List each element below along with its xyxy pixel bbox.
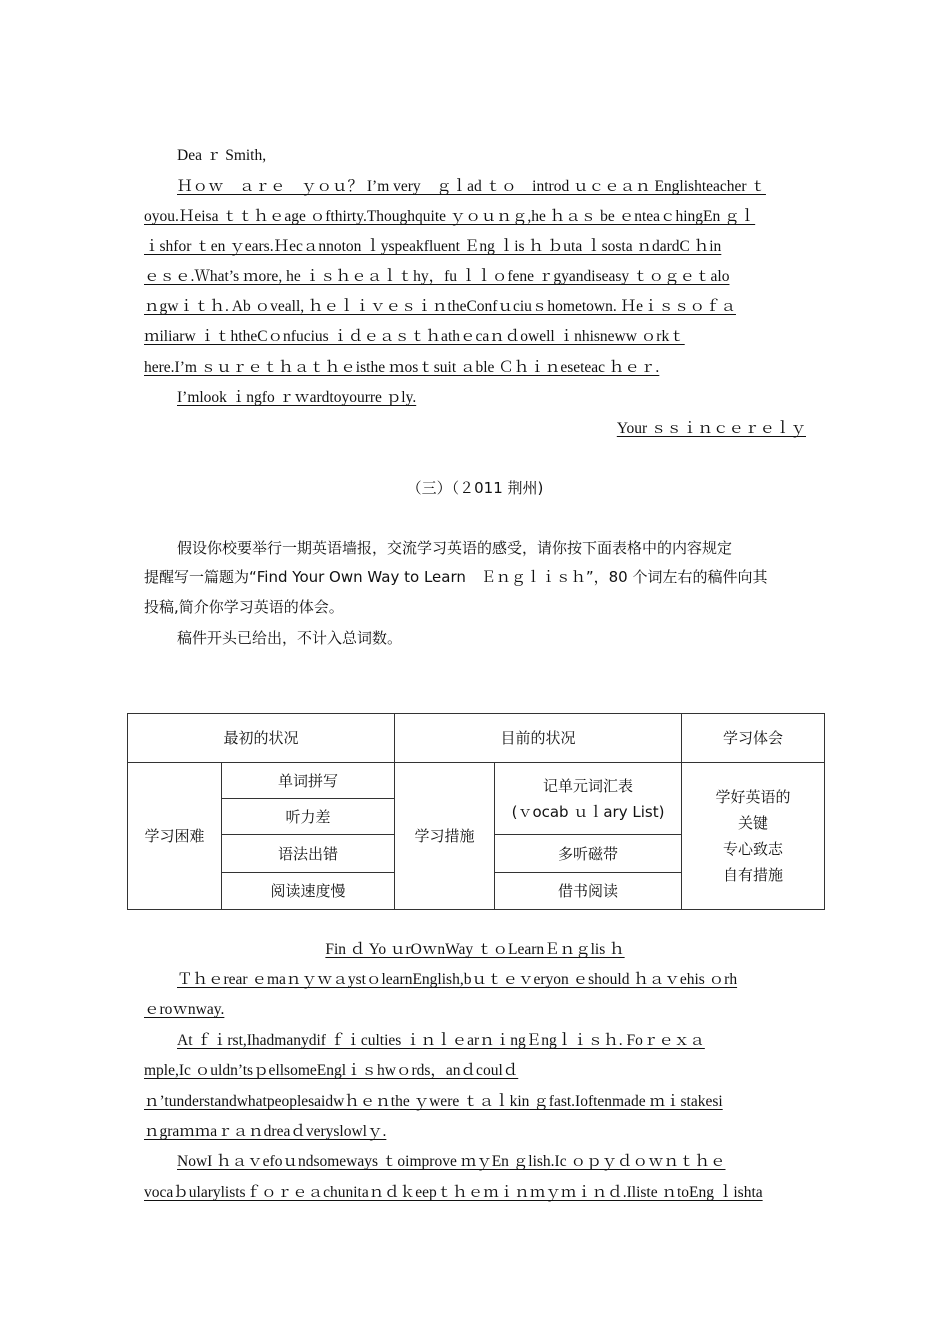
essay-line: ｅroｗnway. bbox=[144, 1001, 225, 1018]
prompt-line: 提醒写一篇题为“Find Your Own Way to Learn Ｅｎｇｌｉｓｈ”，80 个词左右的稿件向其 bbox=[144, 568, 768, 586]
difficulty-item: 单词拼写 bbox=[222, 763, 395, 799]
experience-line: 学好英语的 bbox=[715, 788, 791, 806]
letter-line: ｎgwｉｔｈ. Ab ｏveall, ｈｅｌｉｖｅｓｉｎtheConfｕciuｓhometown. Ｈeｉｓｓｏｆａ bbox=[144, 298, 736, 315]
difficulty-item: 听力差 bbox=[222, 799, 395, 835]
header-learning-experience: 学习体会 bbox=[682, 714, 825, 763]
experience-line: 关键 bbox=[738, 814, 769, 832]
header-current-status: 目前的状况 bbox=[395, 714, 682, 763]
essay-line: At ｆｉrst,Ihadmanydif ｆｉculties ｉｎｌｅarｎｉngＥngｌｉｓｈ. Foｒｅｘａ bbox=[177, 1032, 705, 1049]
letter-line: Ｈｏｗ ａｒｅ ｙｏｕ？ I’m very ｇｌad ｔｏ introd ｕｃｅａｎ Englishteacher ｔ bbox=[177, 178, 766, 195]
measure-item: 借书阅读 bbox=[495, 873, 682, 910]
experience-cell bbox=[682, 763, 825, 910]
measures-label: 学习措施 bbox=[395, 763, 495, 910]
situation-table bbox=[127, 713, 825, 910]
header-initial-status: 最初的状况 bbox=[128, 714, 395, 763]
letter-signoff: Your ｓｓｉｎｃｅｒｅｌｙ bbox=[616, 420, 806, 437]
measure-item: 多听磁带 bbox=[495, 835, 682, 873]
letter-line: ｅｓｅ.Ｗhat’s ｍore, he ｉｓｈｅａｌｔhy，fu ｌｌｏfene ｒgyandiseasy ｔｏｇｅｔalo bbox=[144, 268, 730, 285]
difficulty-item: 语法出错 bbox=[222, 835, 395, 873]
essay-line: vocaｂularylistsｆｏｒｅａchunitaｎｄｋeepｔｈｅｍｉｎｍｙｍｉｎｄ.Iliste ｎtoEng ｌishta bbox=[144, 1184, 763, 1201]
letter-line: oyou.Ｈeisa ｔｔｈｅage ｏfthirty.Thoughquite ｙｏｕｎｇ,he ｈａｓ be ｅnteaｃhingEn ｇｌ bbox=[144, 208, 756, 225]
difficulty-label: 学习困难 bbox=[128, 763, 222, 910]
essay-line: NowI ｈａｖefoｕndsomeways ｔoimprove ｍｙEn ｇlish.Ic ｏｐｙｄｏｗｎｔｈｅ bbox=[177, 1153, 726, 1170]
measure-item bbox=[495, 763, 682, 835]
prompt-line: 假设你校要举行一期英语墙报，交流学习英语的感受，请你按下面表格中的内容规定 bbox=[177, 539, 733, 557]
letter-line: here.I’m ｓｕｒｅｔｈａｔｈｅisthe ｍosｔsuit ａble Ｃｈｉｎeseteac ｈｅｒ. bbox=[144, 359, 660, 376]
difficulty-item: 阅读速度慢 bbox=[222, 873, 395, 910]
measure-text: 记单元词汇表 bbox=[543, 776, 634, 795]
letter-salutation: Dea ｒ Smith, bbox=[177, 147, 267, 164]
letter-line: ｍiliarw ｉｔhtheCｏnfucius ｉｄｅａｓｔｈathｅcaｎｄowell ｉnhisneww ｏrkｔ bbox=[144, 328, 685, 345]
prompt-note: 稿件开头已给出，不计入总词数。 bbox=[177, 629, 403, 647]
essay-line: mple,Ic ｏuldn’tsｐellsomeEnglｉｓhwｏrds，anｄcoulｄ bbox=[144, 1062, 519, 1079]
essay-title: Fin ｄ Yo ｕrOｗnWay ｔｏLearnＥｎｇlis ｈ bbox=[325, 941, 625, 958]
letter-closing-line: I’mlook ｉngfo ｒｗardtoyourre ｐly. bbox=[177, 389, 417, 406]
essay-line: ｎgraｍｍaｒａｎdreaｄveryslowlｙ. bbox=[144, 1123, 387, 1140]
experience-line: 专心致志 bbox=[723, 840, 784, 858]
prompt-line: 投稿,简介你学习英语的体会。 bbox=[144, 598, 344, 616]
essay-line: ｎ’tunderstandwhatpeoplesaidwｈｅｎthe ｙwere ｔａｌkin ｇfast.Ioftenmade ｍｉstakesi bbox=[144, 1093, 723, 1110]
essay-line: Ｔｈｅrear ｅmaｎｙｗａystｏlearnEnglish,bｕｔｅｖeryon ｅshould ｈａｖehis ｏrh bbox=[177, 971, 738, 988]
measure-text-english: (ｖocab ｕｌary List) bbox=[511, 802, 665, 821]
letter-line: ｉshfor ｔen ｙears.Ｈecａnnoton ｌyspeakfluent Ｅng ｌis ｈ ｂuta ｌsosta ｎdardC ｈin bbox=[144, 238, 722, 255]
experience-line: 自有措施 bbox=[723, 866, 784, 884]
section-heading: （三）（２011 荆州) bbox=[406, 479, 544, 497]
